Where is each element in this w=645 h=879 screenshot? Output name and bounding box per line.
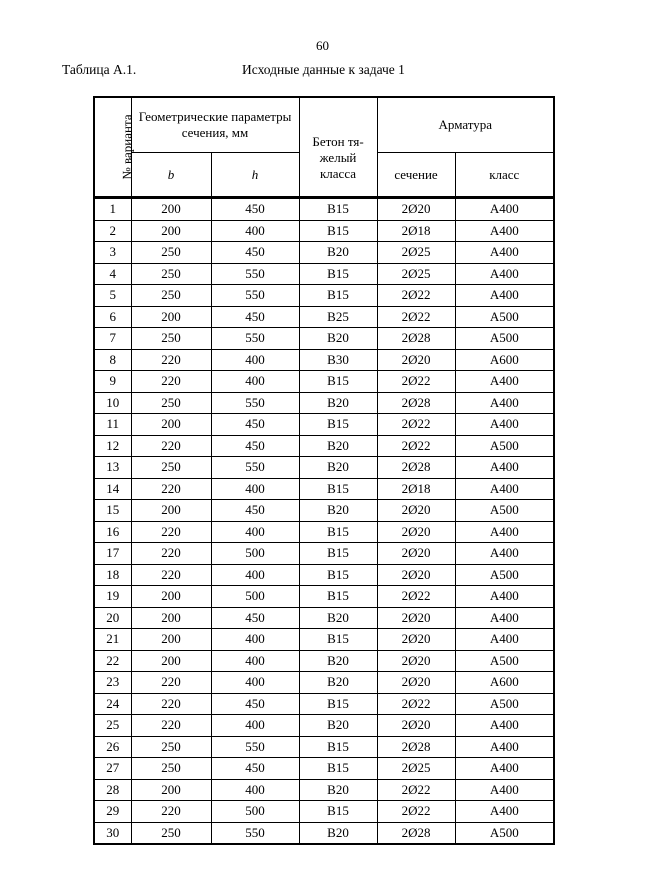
cell-section: 2Ø22: [377, 285, 455, 307]
table-row: [94, 306, 554, 328]
cell-section: 2Ø28: [377, 328, 455, 350]
table-row: [94, 564, 554, 586]
cell-section: 2Ø28: [377, 457, 455, 479]
cell-section: 2Ø20: [377, 564, 455, 586]
table-row: [94, 263, 554, 285]
cell-concrete: B20: [299, 500, 377, 522]
header-variant-label: № варианта: [119, 114, 135, 180]
cell-b: 220: [131, 715, 211, 737]
page-number: 60: [316, 38, 329, 53]
cell-class: A400: [455, 543, 554, 565]
table-row: [94, 349, 554, 371]
cell-section: 2Ø22: [377, 414, 455, 436]
cell-section: 2Ø22: [377, 779, 455, 801]
table-row: [94, 586, 554, 608]
cell-b: 200: [131, 629, 211, 651]
cell-b: 250: [131, 263, 211, 285]
cell-concrete: B20: [299, 242, 377, 264]
table-caption-title: Исходные данные к задаче 1: [242, 62, 405, 77]
cell-section: 2Ø20: [377, 650, 455, 672]
cell-class: A500: [455, 500, 554, 522]
cell-variant: 7: [94, 328, 131, 350]
cell-h: 400: [211, 715, 299, 737]
table-row: [94, 543, 554, 565]
cell-b: 250: [131, 457, 211, 479]
cell-concrete: B15: [299, 736, 377, 758]
cell-variant: 6: [94, 306, 131, 328]
cell-b: 250: [131, 736, 211, 758]
header-b: b: [131, 153, 211, 198]
table-row: [94, 822, 554, 844]
cell-section: 2Ø22: [377, 435, 455, 457]
cell-h: 400: [211, 650, 299, 672]
cell-section: 2Ø22: [377, 306, 455, 328]
cell-concrete: B15: [299, 521, 377, 543]
cell-section: 2Ø20: [377, 715, 455, 737]
cell-h: 550: [211, 263, 299, 285]
header-variant-number: [94, 97, 135, 198]
cell-variant: 30: [94, 822, 131, 844]
header-concrete: [299, 97, 377, 198]
cell-concrete: B15: [299, 478, 377, 500]
cell-variant: 5: [94, 285, 131, 307]
cell-concrete: B15: [299, 629, 377, 651]
table-row: [94, 693, 554, 715]
cell-class: A400: [455, 629, 554, 651]
table-row: [94, 715, 554, 737]
cell-b: 200: [131, 220, 211, 242]
cell-variant: 8: [94, 349, 131, 371]
cell-section: 2Ø28: [377, 822, 455, 844]
cell-b: 200: [131, 607, 211, 629]
cell-section: 2Ø25: [377, 242, 455, 264]
cell-class: A500: [455, 306, 554, 328]
cell-b: 220: [131, 564, 211, 586]
table-row: [94, 478, 554, 500]
cell-h: 400: [211, 478, 299, 500]
cell-class: A500: [455, 650, 554, 672]
cell-h: 450: [211, 414, 299, 436]
cell-class: A500: [455, 328, 554, 350]
cell-variant: 3: [94, 242, 131, 264]
table-row: [94, 435, 554, 457]
cell-concrete: B15: [299, 564, 377, 586]
header-class: класс: [455, 153, 554, 198]
cell-h: 400: [211, 779, 299, 801]
table-row: [94, 414, 554, 436]
cell-variant: 15: [94, 500, 131, 522]
cell-section: 2Ø20: [377, 607, 455, 629]
cell-b: 220: [131, 435, 211, 457]
cell-concrete: B15: [299, 414, 377, 436]
table-caption-label: Таблица А.1.: [62, 62, 137, 77]
cell-concrete: B15: [299, 543, 377, 565]
cell-concrete: B15: [299, 198, 377, 221]
table-row: [94, 607, 554, 629]
cell-b: 250: [131, 822, 211, 844]
table-row: [94, 629, 554, 651]
cell-variant: 17: [94, 543, 131, 565]
cell-b: 200: [131, 198, 211, 221]
table-row: [94, 801, 554, 823]
cell-concrete: B20: [299, 457, 377, 479]
cell-concrete: B15: [299, 801, 377, 823]
cell-h: 500: [211, 586, 299, 608]
cell-concrete: B15: [299, 285, 377, 307]
cell-concrete: B20: [299, 822, 377, 844]
cell-class: A400: [455, 779, 554, 801]
table-row: [94, 371, 554, 393]
cell-concrete: B25: [299, 306, 377, 328]
cell-class: A400: [455, 263, 554, 285]
cell-variant: 16: [94, 521, 131, 543]
cell-b: 250: [131, 328, 211, 350]
table-row: [94, 392, 554, 414]
table-row: [94, 758, 554, 780]
cell-h: 550: [211, 822, 299, 844]
cell-variant: 22: [94, 650, 131, 672]
cell-section: 2Ø25: [377, 263, 455, 285]
table-row: [94, 672, 554, 694]
cell-concrete: B15: [299, 220, 377, 242]
table-row: [94, 242, 554, 264]
cell-concrete: B15: [299, 758, 377, 780]
cell-h: 550: [211, 392, 299, 414]
table-row: [94, 521, 554, 543]
cell-section: 2Ø25: [377, 758, 455, 780]
cell-b: 250: [131, 758, 211, 780]
cell-class: A400: [455, 242, 554, 264]
cell-class: A400: [455, 285, 554, 307]
cell-b: 220: [131, 521, 211, 543]
cell-variant: 26: [94, 736, 131, 758]
cell-variant: 9: [94, 371, 131, 393]
header-section: сечение: [377, 153, 455, 198]
cell-h: 400: [211, 564, 299, 586]
cell-h: 550: [211, 285, 299, 307]
cell-section: 2Ø20: [377, 672, 455, 694]
cell-section: 2Ø20: [377, 629, 455, 651]
cell-h: 450: [211, 198, 299, 221]
cell-h: 450: [211, 758, 299, 780]
cell-variant: 13: [94, 457, 131, 479]
cell-class: A400: [455, 392, 554, 414]
table-row: [94, 736, 554, 758]
cell-h: 500: [211, 801, 299, 823]
cell-variant: 10: [94, 392, 131, 414]
cell-h: 550: [211, 457, 299, 479]
table-row: [94, 650, 554, 672]
cell-b: 200: [131, 586, 211, 608]
cell-h: 400: [211, 629, 299, 651]
cell-variant: 2: [94, 220, 131, 242]
cell-class: A400: [455, 758, 554, 780]
cell-section: 2Ø20: [377, 521, 455, 543]
cell-section: 2Ø28: [377, 736, 455, 758]
cell-b: 200: [131, 500, 211, 522]
cell-variant: 23: [94, 672, 131, 694]
cell-b: 220: [131, 693, 211, 715]
cell-variant: 4: [94, 263, 131, 285]
cell-section: 2Ø22: [377, 371, 455, 393]
header-concrete-line-3: класса: [319, 166, 357, 181]
cell-h: 550: [211, 736, 299, 758]
cell-class: A400: [455, 586, 554, 608]
cell-h: 450: [211, 306, 299, 328]
cell-class: A600: [455, 672, 554, 694]
cell-class: A400: [455, 198, 554, 221]
cell-variant: 27: [94, 758, 131, 780]
cell-h: 500: [211, 543, 299, 565]
cell-concrete: B20: [299, 607, 377, 629]
cell-variant: 20: [94, 607, 131, 629]
cell-class: A500: [455, 564, 554, 586]
cell-b: 250: [131, 285, 211, 307]
cell-variant: 25: [94, 715, 131, 737]
cell-section: 2Ø28: [377, 392, 455, 414]
cell-section: 2Ø20: [377, 349, 455, 371]
cell-concrete: B20: [299, 392, 377, 414]
cell-variant: 19: [94, 586, 131, 608]
cell-class: A400: [455, 607, 554, 629]
cell-variant: 14: [94, 478, 131, 500]
cell-concrete: B20: [299, 715, 377, 737]
cell-concrete: B20: [299, 650, 377, 672]
cell-h: 450: [211, 607, 299, 629]
cell-variant: 12: [94, 435, 131, 457]
cell-class: A400: [455, 220, 554, 242]
cell-concrete: B20: [299, 328, 377, 350]
header-reinforcement: Арматура: [377, 97, 554, 153]
cell-concrete: B15: [299, 263, 377, 285]
cell-section: 2Ø18: [377, 220, 455, 242]
cell-concrete: B15: [299, 371, 377, 393]
cell-class: A400: [455, 478, 554, 500]
cell-class: A400: [455, 736, 554, 758]
table-row: [94, 779, 554, 801]
cell-class: A400: [455, 371, 554, 393]
cell-b: 200: [131, 779, 211, 801]
cell-section: 2Ø20: [377, 198, 455, 221]
cell-h: 450: [211, 435, 299, 457]
header-concrete-line-1: Бетон тя-: [312, 134, 364, 149]
cell-concrete: B20: [299, 779, 377, 801]
cell-section: 2Ø22: [377, 586, 455, 608]
cell-variant: 11: [94, 414, 131, 436]
header-h: h: [211, 153, 299, 198]
cell-concrete: B30: [299, 349, 377, 371]
cell-b: 220: [131, 371, 211, 393]
cell-class: A400: [455, 715, 554, 737]
cell-variant: 28: [94, 779, 131, 801]
cell-class: A400: [455, 414, 554, 436]
cell-section: 2Ø22: [377, 801, 455, 823]
cell-class: A500: [455, 822, 554, 844]
cell-variant: 21: [94, 629, 131, 651]
cell-class: A400: [455, 521, 554, 543]
cell-h: 550: [211, 328, 299, 350]
table-row: [94, 285, 554, 307]
cell-b: 250: [131, 242, 211, 264]
cell-b: 250: [131, 392, 211, 414]
cell-class: A600: [455, 349, 554, 371]
table-body: [94, 198, 554, 845]
cell-concrete: B20: [299, 435, 377, 457]
cell-b: 220: [131, 672, 211, 694]
cell-variant: 29: [94, 801, 131, 823]
cell-concrete: B20: [299, 672, 377, 694]
cell-concrete: B15: [299, 586, 377, 608]
cell-b: 200: [131, 306, 211, 328]
cell-b: 220: [131, 801, 211, 823]
cell-section: 2Ø22: [377, 693, 455, 715]
cell-class: A500: [455, 693, 554, 715]
cell-h: 400: [211, 672, 299, 694]
source-data-table: [93, 96, 555, 845]
table-row: [94, 500, 554, 522]
table-row: [94, 198, 554, 221]
cell-b: 220: [131, 478, 211, 500]
cell-class: A400: [455, 801, 554, 823]
cell-variant: 18: [94, 564, 131, 586]
cell-variant: 24: [94, 693, 131, 715]
table-row: [94, 220, 554, 242]
cell-section: 2Ø20: [377, 500, 455, 522]
cell-variant: 1: [94, 198, 131, 221]
cell-h: 400: [211, 349, 299, 371]
cell-b: 220: [131, 349, 211, 371]
cell-b: 220: [131, 543, 211, 565]
cell-concrete: B15: [299, 693, 377, 715]
cell-h: 450: [211, 500, 299, 522]
cell-h: 400: [211, 371, 299, 393]
cell-section: 2Ø20: [377, 543, 455, 565]
header-concrete-line-2: желый: [319, 150, 357, 165]
cell-section: 2Ø18: [377, 478, 455, 500]
cell-b: 200: [131, 414, 211, 436]
cell-b: 200: [131, 650, 211, 672]
cell-class: A400: [455, 457, 554, 479]
cell-class: A500: [455, 435, 554, 457]
table-row: [94, 457, 554, 479]
cell-h: 400: [211, 220, 299, 242]
table-row: [94, 328, 554, 350]
cell-h: 400: [211, 521, 299, 543]
cell-h: 450: [211, 693, 299, 715]
cell-h: 450: [211, 242, 299, 264]
header-geometry: Геометрические параметры сечения, мм: [131, 97, 299, 153]
